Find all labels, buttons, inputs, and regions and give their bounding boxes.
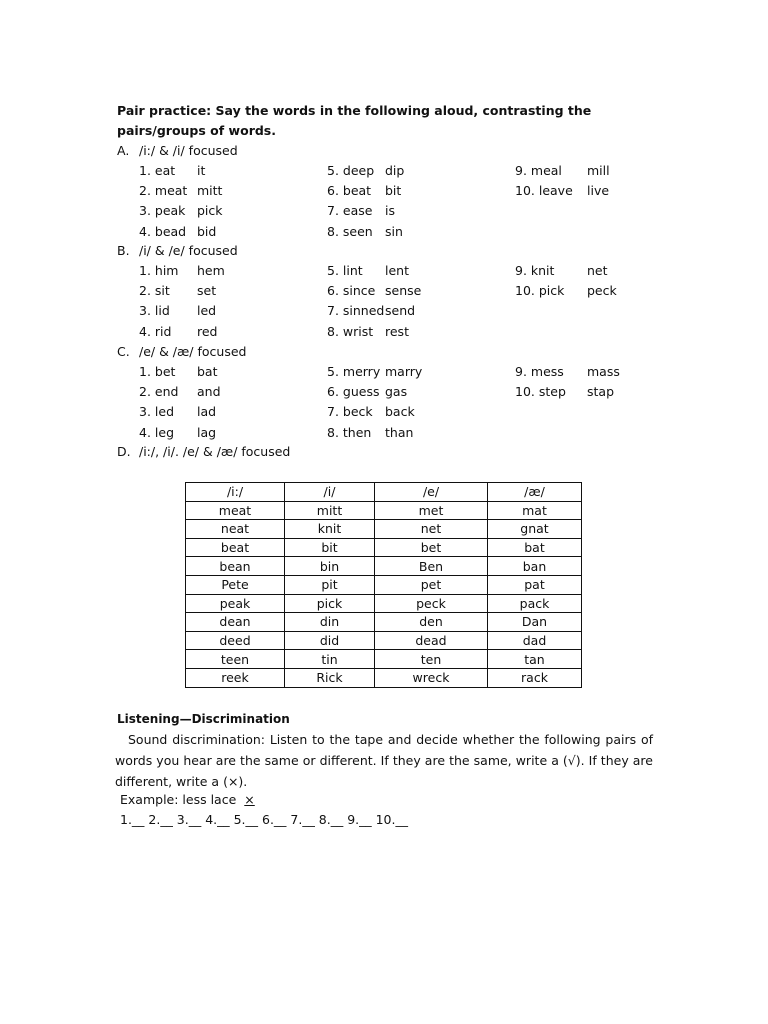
table-cell: pat bbox=[488, 575, 582, 594]
section-letter: D. bbox=[117, 444, 131, 459]
word-first: 7. beck bbox=[327, 404, 373, 420]
word-second: hem bbox=[197, 263, 225, 278]
word-second: than bbox=[385, 424, 414, 440]
word-pair bbox=[139, 322, 218, 342]
word-pair bbox=[515, 161, 610, 181]
table-row bbox=[186, 668, 582, 687]
word-first: 9. meal bbox=[515, 163, 562, 178]
section-heading-text: /i/ & /e/ focused bbox=[139, 243, 238, 258]
word-second: sense bbox=[385, 283, 422, 299]
word-first: 10. leave bbox=[515, 183, 573, 199]
table-cell: dad bbox=[488, 631, 582, 650]
table-row bbox=[186, 631, 582, 650]
word-second: lent bbox=[385, 263, 409, 278]
word-pair bbox=[327, 402, 415, 422]
table-cell: rack bbox=[488, 668, 582, 687]
word-first: 10. pick bbox=[515, 283, 565, 299]
table-cell: dead bbox=[375, 631, 488, 650]
word-pair bbox=[515, 362, 620, 382]
word-first: 2. sit bbox=[139, 283, 170, 299]
word-second: stap bbox=[587, 384, 615, 400]
table-cell: met bbox=[375, 501, 488, 520]
vowel-table bbox=[185, 482, 582, 688]
word-pair bbox=[139, 423, 217, 443]
table-row bbox=[186, 594, 582, 613]
word-first: 3. peak bbox=[139, 203, 186, 219]
table-header-cell: /æ/ bbox=[488, 483, 582, 502]
instructions-text: Sound discrimination: Listen to the tape and decide whether the following pairs of words you hear are the same or different. If they are the same, write a (√). If they are different, write a (×). bbox=[115, 732, 653, 789]
word-first: 5. merry bbox=[327, 364, 381, 379]
section-heading-text: /i:/ & /i/ focused bbox=[139, 143, 238, 158]
word-pair bbox=[327, 281, 422, 301]
table-cell: net bbox=[375, 520, 488, 539]
word-first: 6. beat bbox=[327, 183, 372, 199]
section-heading bbox=[117, 442, 290, 462]
word-pair bbox=[139, 362, 218, 382]
table-header-cell: /i/ bbox=[285, 483, 375, 502]
word-second: pick bbox=[197, 203, 223, 219]
section-heading-text: /i:/, /i/. /e/ & /æ/ focused bbox=[139, 444, 291, 459]
section-letter: A. bbox=[117, 143, 130, 158]
word-second: dip bbox=[385, 163, 405, 178]
table-cell: pit bbox=[285, 575, 375, 594]
word-first: 10. step bbox=[515, 384, 566, 400]
table-header-cell: /e/ bbox=[375, 483, 488, 502]
word-second: is bbox=[385, 203, 395, 219]
word-second: marry bbox=[385, 364, 423, 379]
table-cell: deed bbox=[186, 631, 285, 650]
word-first: 6. since bbox=[327, 283, 376, 299]
word-pair bbox=[327, 201, 395, 221]
table-cell: Pete bbox=[186, 575, 285, 594]
table-row bbox=[186, 650, 582, 669]
word-first: 1. eat bbox=[139, 163, 176, 178]
table-cell: teen bbox=[186, 650, 285, 669]
section-letter: B. bbox=[117, 243, 130, 258]
table-cell: Ben bbox=[375, 557, 488, 576]
page-title: Pair practice: Say the words in the following aloud, contrasting the pairs/groups of words. bbox=[117, 103, 592, 138]
section-heading bbox=[117, 141, 238, 161]
word-first: 8. seen bbox=[327, 223, 373, 239]
table-cell: peak bbox=[186, 594, 285, 613]
table-row bbox=[186, 557, 582, 576]
table-cell: knit bbox=[285, 520, 375, 539]
table-cell: Dan bbox=[488, 613, 582, 632]
word-first: 8. wrist bbox=[327, 323, 374, 339]
word-pair bbox=[327, 382, 408, 402]
example-mark: × bbox=[244, 792, 255, 807]
table-cell: Rick bbox=[285, 668, 375, 687]
word-first: 4. rid bbox=[139, 323, 172, 339]
word-second: rest bbox=[385, 323, 409, 339]
table-cell: tin bbox=[285, 650, 375, 669]
listening-heading: Listening—Discrimination bbox=[117, 712, 290, 726]
word-pair bbox=[327, 261, 409, 281]
word-second: mass bbox=[587, 364, 620, 379]
word-pair bbox=[139, 201, 223, 221]
word-first: 4. bead bbox=[139, 223, 187, 239]
word-first: 5. lint bbox=[327, 263, 363, 278]
word-pair bbox=[327, 181, 402, 201]
word-second: gas bbox=[385, 384, 408, 400]
word-pair bbox=[515, 181, 610, 201]
word-second: send bbox=[385, 303, 416, 319]
table-cell: den bbox=[375, 613, 488, 632]
word-first: 2. meat bbox=[139, 183, 188, 199]
word-second: sin bbox=[385, 223, 403, 239]
table-cell: wreck bbox=[375, 668, 488, 687]
word-second: led bbox=[197, 303, 217, 319]
word-second: red bbox=[197, 323, 218, 339]
table-cell: peck bbox=[375, 594, 488, 613]
word-pair bbox=[327, 222, 403, 242]
table-cell: reek bbox=[186, 668, 285, 687]
word-second: it bbox=[197, 163, 206, 178]
table-cell: bat bbox=[488, 538, 582, 557]
table-cell: beat bbox=[186, 538, 285, 557]
section-letter: C. bbox=[117, 344, 130, 359]
table-cell: ten bbox=[375, 650, 488, 669]
word-second: set bbox=[197, 283, 217, 299]
table-cell: pack bbox=[488, 594, 582, 613]
table-cell: did bbox=[285, 631, 375, 650]
table-body bbox=[186, 501, 582, 687]
word-first: 1. him bbox=[139, 263, 179, 278]
word-second: mill bbox=[587, 163, 610, 178]
table-cell: meat bbox=[186, 501, 285, 520]
word-pair bbox=[327, 322, 409, 342]
table-header-cell: /i:/ bbox=[186, 483, 285, 502]
word-pair bbox=[139, 382, 221, 402]
table-row bbox=[186, 501, 582, 520]
word-second: mitt bbox=[197, 183, 223, 199]
table-cell: bean bbox=[186, 557, 285, 576]
word-first: 3. led bbox=[139, 404, 174, 420]
word-second: back bbox=[385, 404, 415, 420]
table-cell: bin bbox=[285, 557, 375, 576]
word-second: bat bbox=[197, 364, 218, 379]
word-pair bbox=[515, 261, 608, 281]
answer-blanks: 1.__ 2.__ 3.__ 4.__ 5.__ 6.__ 7.__ 8.__ 9.__ 10.__ bbox=[120, 812, 408, 827]
example-line bbox=[120, 790, 255, 810]
word-first: 6. guess bbox=[327, 384, 380, 400]
word-second: bid bbox=[197, 223, 217, 239]
word-pair bbox=[327, 301, 416, 321]
word-first: 9. mess bbox=[515, 364, 564, 379]
word-first: 9. knit bbox=[515, 263, 555, 278]
table-header-row bbox=[186, 483, 582, 502]
table-row bbox=[186, 538, 582, 557]
word-pair bbox=[139, 261, 225, 281]
word-pair bbox=[327, 362, 423, 382]
word-second: bit bbox=[385, 183, 402, 199]
table-cell: pet bbox=[375, 575, 488, 594]
table-cell: gnat bbox=[488, 520, 582, 539]
word-pair bbox=[139, 301, 217, 321]
word-first: 5. deep bbox=[327, 163, 375, 178]
word-pair bbox=[139, 281, 217, 301]
table-cell: pick bbox=[285, 594, 375, 613]
word-first: 7. sinned bbox=[327, 303, 385, 319]
table-cell: bit bbox=[285, 538, 375, 557]
table-cell: tan bbox=[488, 650, 582, 669]
table-row bbox=[186, 613, 582, 632]
word-first: 3. lid bbox=[139, 303, 170, 319]
word-first: 8. then bbox=[327, 424, 372, 440]
table-row bbox=[186, 520, 582, 539]
table-row bbox=[186, 575, 582, 594]
table-cell: bet bbox=[375, 538, 488, 557]
listening-instructions bbox=[115, 729, 653, 792]
section-heading bbox=[117, 241, 238, 261]
word-first: 7. ease bbox=[327, 203, 373, 219]
table-cell: mitt bbox=[285, 501, 375, 520]
word-second: peck bbox=[587, 283, 617, 299]
word-second: net bbox=[587, 263, 608, 278]
word-first: 2. end bbox=[139, 384, 179, 400]
table-cell: mat bbox=[488, 501, 582, 520]
table-cell: neat bbox=[186, 520, 285, 539]
example-label: Example: less lace bbox=[120, 792, 237, 807]
word-second: lag bbox=[197, 424, 217, 440]
word-pair bbox=[139, 161, 206, 181]
word-pair bbox=[515, 382, 615, 402]
table-cell: ban bbox=[488, 557, 582, 576]
word-first: 4. leg bbox=[139, 424, 174, 440]
word-pair bbox=[327, 161, 405, 181]
word-pair bbox=[327, 423, 414, 443]
section-heading-text: /e/ & /æ/ focused bbox=[139, 344, 247, 359]
word-second: lad bbox=[197, 404, 217, 420]
section-heading bbox=[117, 342, 246, 362]
word-pair bbox=[139, 402, 217, 422]
table-cell: din bbox=[285, 613, 375, 632]
word-first: 1. bet bbox=[139, 364, 176, 379]
word-pair bbox=[139, 181, 223, 201]
table-cell: dean bbox=[186, 613, 285, 632]
word-pair bbox=[139, 222, 217, 242]
word-second: live bbox=[587, 183, 610, 199]
word-pair bbox=[515, 281, 617, 301]
word-second: and bbox=[197, 384, 221, 400]
